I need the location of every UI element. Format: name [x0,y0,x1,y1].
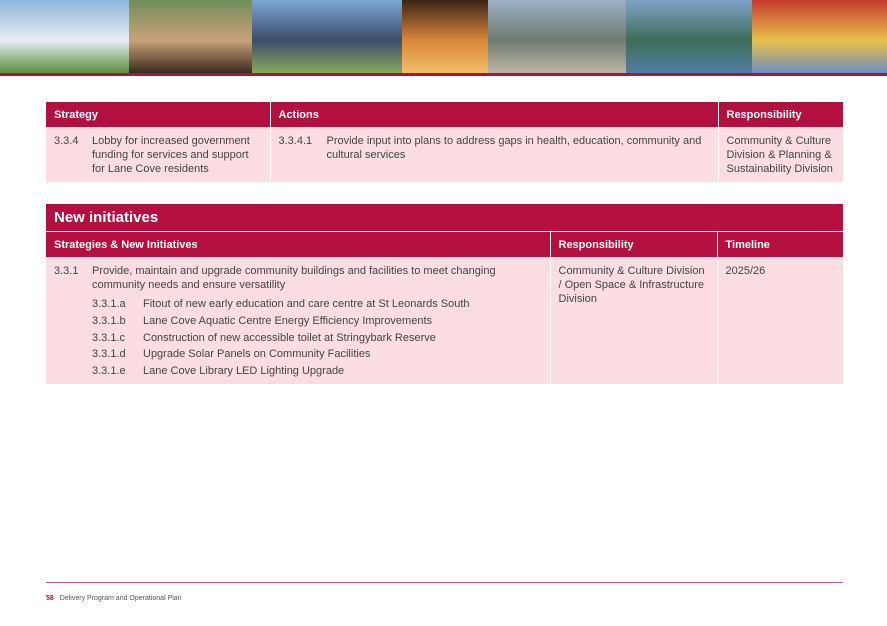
outdoor-event-photo [252,0,402,73]
kookaburra-sunset-photo [402,0,488,73]
initiative-text: Lane Cove Aquatic Centre Energy Efficiency Improvements [143,314,433,327]
street-photo [488,0,626,73]
initiative-number: 3.3.1.e [92,365,126,378]
timeline-cell: 2025/26 [717,257,843,384]
initiative-text: Upgrade Solar Panels on Community Facilities [143,348,371,361]
initiative-list [92,296,542,380]
header-actions: Actions [270,102,718,127]
strategy-text: Provide, maintain and upgrade community buildings and facilities to meet changing community needs and ensure versatility [92,265,496,291]
list-item [92,296,542,313]
initiative-number: 3.3.1.d [92,348,126,361]
strategy-cell [46,127,270,182]
list-item [92,363,542,380]
initiative-number: 3.3.1.a [92,298,126,310]
initiative-number: 3.3.1.c [92,331,126,344]
header-strategy: Strategy [46,102,270,127]
new-initiatives-table [46,204,843,384]
page-number: 58 [46,595,54,602]
responsibility-cell: Community & Culture Division & Planning & Sustainability Division [718,127,843,182]
table-row [46,127,843,182]
header-timeline: Timeline [717,232,843,258]
table-row [46,257,843,384]
initiative-text: Fitout of new early education and care centre at St Leonards South [143,298,470,310]
list-item [92,313,542,330]
footer-divider [46,582,843,583]
list-item [92,330,542,347]
action-text: Provide input into plans to address gaps in health, education, community and cultural services [326,135,702,161]
header-responsibility: Responsibility [550,232,717,258]
strategy-number: 3.3.4 [54,135,79,147]
building-photo [0,0,129,73]
header-responsibility: Responsibility [718,102,843,127]
initiative-text: Construction of new accessible toilet at Stringybark Reserve [143,331,436,344]
initiative-text: Lane Cove Library LED Lighting Upgrade [143,365,345,378]
action-number: 3.3.4.1 [278,135,313,147]
banner-divider [0,73,887,76]
dog-agility-photo [129,0,252,73]
initiatives-cell [46,257,550,384]
action-cell [270,127,718,182]
strategy-actions-table [46,102,843,182]
list-item [92,346,542,363]
festival-dragon-photo [752,0,887,73]
photo-banner [0,0,887,73]
header-strategies-initiatives: Strategies & New Initiatives [46,232,550,258]
kayaking-photo [626,0,752,73]
section-title: New initiatives [46,204,843,232]
page-footer [46,594,182,603]
initiative-number: 3.3.1.b [92,314,126,327]
responsibility-cell: Community & Culture Division / Open Space & Infrastructure Division [550,257,717,384]
document-title: Delivery Program and Operational Plan [59,595,182,602]
strategy-number: 3.3.1 [54,265,79,277]
strategy-text: Lobby for increased government funding for services and support for Lane Cove residents [92,135,250,175]
